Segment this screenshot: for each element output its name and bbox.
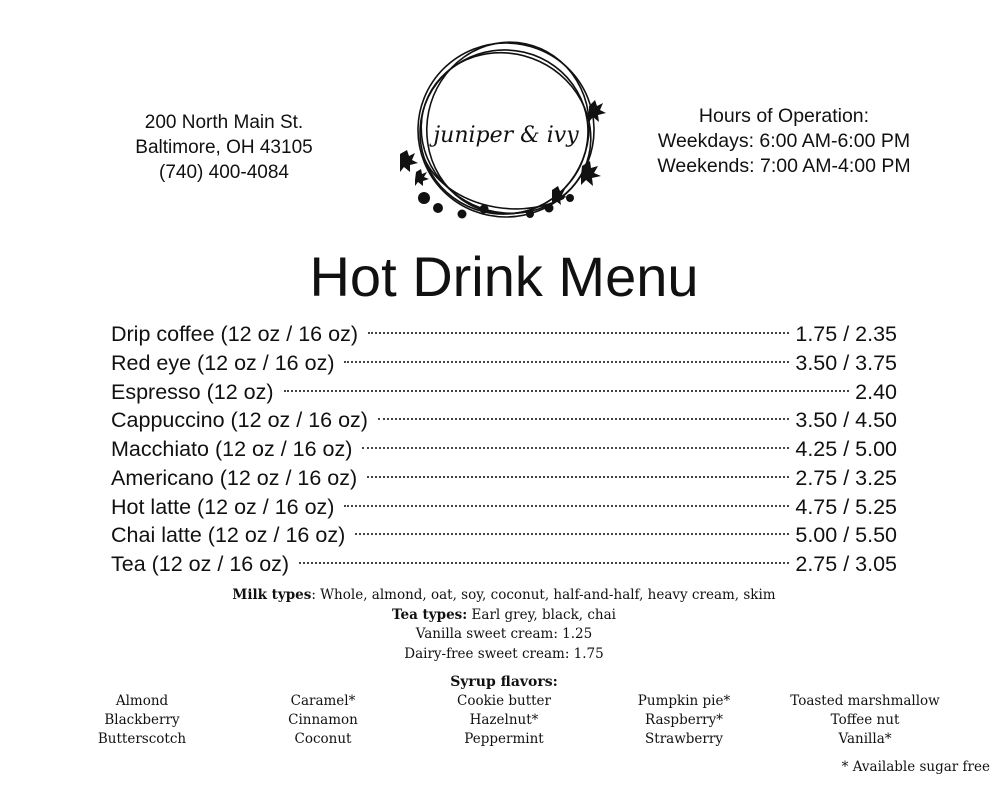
menu-item-price: 5.00 / 5.50 [795,523,897,548]
menu-item-name: Macchiato (12 oz / 16 oz) [111,437,353,461]
phone-number: (740) 400-4084 [159,162,289,183]
menu-item-name: Red eye (12 oz / 16 oz) [111,350,335,375]
syrup-flavor: Almond [115,693,169,709]
address-block [100,110,348,185]
menu-item-name: Drip coffee (12 oz / 16 oz) [111,322,358,346]
menu-item-name: Chai latte (12 oz / 16 oz) [111,523,346,548]
syrup-flavor: Toffee nut [830,712,900,728]
syrup-flavor: Butterscotch [97,731,187,747]
menu-item [111,320,897,349]
dotted-leader [355,533,789,535]
menu-item-price: 3.50 / 4.50 [795,408,897,433]
menu-title: Hot Drink Menu [309,245,699,308]
syrup-flavor: Coconut [294,731,352,747]
weekend-hours: Weekends: 7:00 AM-4:00 PM [657,155,911,177]
dairy-free-sweet-cream: Dairy-free sweet cream: 1.75 [404,645,604,662]
dotted-leader [368,332,789,334]
drink-menu-list [111,320,897,579]
syrup-flavor: Cinnamon [288,712,358,728]
menu-item [111,464,897,493]
menu-item [111,349,897,378]
dotted-leader [344,361,789,363]
tea-types-value: Earl grey, black, chai [467,606,616,623]
hours-heading: Hours of Operation: [698,105,870,127]
syrup-flavor: Vanilla* [838,731,892,747]
syrup-flavors-grid [0,692,1008,752]
menu-item-name: Hot latte (12 oz / 16 oz) [111,494,335,519]
milk-types-label: Milk types [232,587,312,603]
syrup-flavor: Caramel* [290,693,356,709]
sugar-free-note: * Available sugar free [841,759,990,775]
syrup-column [584,692,784,749]
menu-item-name: Americano (12 oz / 16 oz) [111,465,358,490]
syrup-column [404,692,604,749]
menu-item-name: Cappuccino (12 oz / 16 oz) [111,408,368,433]
syrup-flavor: Hazelnut* [469,712,539,728]
tea-types-line [0,606,1008,626]
menu-item [111,493,897,522]
weekday-hours: Weekdays: 6:00 AM-6:00 PM [657,130,911,152]
menu-item-price: 4.25 / 5.00 [795,437,897,461]
dotted-leader [344,505,789,507]
logo-wordmark: juniper & ivy [433,123,579,148]
vanilla-sweet-cream: Vanilla sweet cream: 1.25 [415,626,593,642]
menu-item [111,406,897,435]
menu-item-price: 3.50 / 3.75 [795,350,897,375]
syrup-flavor: Raspberry* [644,712,723,728]
menu-item-name: Espresso (12 oz) [111,379,274,404]
syrup-flavor: Blackberry [104,712,180,728]
menu-item [111,521,897,550]
tea-types-label: Tea types: [392,606,468,623]
menu-item [111,550,897,579]
dotted-leader [362,447,789,449]
dotted-leader [299,562,789,564]
city-state-zip: Baltimore, OH 43105 [135,137,313,158]
menu-item [111,378,897,407]
syrup-flavor: Peppermint [464,731,544,747]
menu-item-price: 4.75 / 5.25 [795,494,897,519]
syrup-flavor: Strawberry [645,731,723,747]
dotted-leader [284,390,850,392]
menu-item-price: 2.40 [855,379,897,404]
menu-item-name: Tea (12 oz / 16 oz) [111,552,290,576]
dotted-leader [378,418,789,420]
extras-info [0,586,1008,664]
syrup-flavor: Toasted marshmallow [790,693,940,709]
dotted-leader [367,476,789,478]
syrup-column [765,692,965,749]
milk-types-line [0,586,1008,606]
juniper-ivy-logo [394,38,618,222]
street-address: 200 North Main St. [144,112,304,133]
milk-types-value: : Whole, almond, oat, soy, coconut, half-and-half, heavy cream, skim [311,587,776,603]
syrup-flavors-heading: Syrup flavors: [450,674,558,690]
menu-item [111,435,897,464]
syrup-column [42,692,242,749]
syrup-flavor: Cookie butter [457,693,551,709]
menu-item-price: 2.75 / 3.05 [795,552,897,576]
menu-item-price: 1.75 / 2.35 [795,322,897,346]
hours-block [630,104,938,179]
syrup-column [223,692,423,749]
syrup-flavor: Pumpkin pie* [637,693,731,709]
menu-item-price: 2.75 / 3.25 [795,465,897,490]
